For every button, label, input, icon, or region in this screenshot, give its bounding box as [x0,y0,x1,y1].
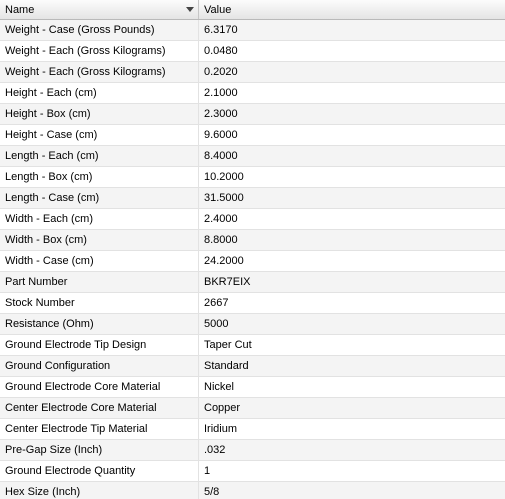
row-name-cell: Stock Number [0,293,199,313]
row-name-cell: Width - Box (cm) [0,230,199,250]
column-header-value[interactable] [199,0,505,19]
table-row[interactable] [0,356,505,377]
row-value-cell: BKR7EIX [204,276,251,288]
row-value-cell: 6.3170 [204,24,238,36]
row-value-cell: 1 [204,465,211,477]
row-value-cell: 0.2020 [204,66,238,78]
row-value-cell: 2.1000 [204,87,238,99]
table-row[interactable] [0,251,505,272]
table-row[interactable] [0,314,505,335]
row-value-cell: 9.6000 [204,129,238,141]
row-name-cell: Ground Electrode Quantity [0,461,199,481]
table-row[interactable] [0,419,505,440]
table-row[interactable] [0,461,505,482]
row-name-cell: Width - Each (cm) [0,209,199,229]
table-row[interactable] [0,398,505,419]
row-value-cell: Taper Cut [204,339,252,351]
row-value-cell: 2.4000 [204,213,238,225]
table-row[interactable] [0,377,505,398]
row-value-cell: 2667 [204,297,229,309]
table-row[interactable] [0,125,505,146]
table-row[interactable] [0,62,505,83]
row-value-cell: Copper [204,402,241,414]
row-value-cell: Standard [204,360,249,372]
table-row[interactable] [0,104,505,125]
row-name-cell: Height - Case (cm) [0,125,199,145]
table-row[interactable] [0,272,505,293]
table-row[interactable] [0,20,505,41]
table-row[interactable] [0,146,505,167]
row-name-cell: Resistance (Ohm) [0,314,199,334]
row-name-cell: Length - Each (cm) [0,146,199,166]
sort-arrow-icon[interactable] [186,7,194,12]
table-row[interactable] [0,41,505,62]
table-row[interactable] [0,230,505,251]
row-name-cell: Weight - Case (Gross Pounds) [0,20,199,40]
row-name-cell: Pre-Gap Size (Inch) [0,440,199,460]
row-name-cell: Ground Electrode Core Material [0,377,199,397]
row-value-cell: 31.5000 [204,192,244,204]
table-row[interactable] [0,83,505,104]
row-value-cell: 24.2000 [204,255,244,267]
row-value-cell: 2.3000 [204,108,238,120]
row-value-cell: 0.0480 [204,45,238,57]
row-value-cell: 5/8 [204,486,220,498]
row-value-cell: 10.2000 [204,171,244,183]
grid-header [0,0,505,20]
table-row[interactable] [0,482,505,499]
row-name-cell: Length - Box (cm) [0,167,199,187]
row-name-cell: Weight - Each (Gross Kilograms) [0,41,199,61]
table-row[interactable] [0,440,505,461]
row-name-cell: Ground Configuration [0,356,199,376]
row-value-cell: 8.8000 [204,234,238,246]
row-value-cell: Iridium [204,423,238,435]
row-value-cell: 5000 [204,318,229,330]
table-row[interactable] [0,335,505,356]
row-name-cell: Center Electrode Tip Material [0,419,199,439]
table-row[interactable] [0,188,505,209]
table-row[interactable] [0,167,505,188]
row-value-cell: 8.4000 [204,150,238,162]
grid-body [0,20,505,499]
row-name-cell: Hex Size (Inch) [0,482,199,499]
column-header-name[interactable] [0,0,199,19]
row-name-cell: Width - Case (cm) [0,251,199,271]
row-name-cell: Ground Electrode Tip Design [0,335,199,355]
row-name-cell: Part Number [0,272,199,292]
column-header-value-label: Value [204,3,232,16]
row-name-cell: Height - Each (cm) [0,83,199,103]
row-name-cell: Length - Case (cm) [0,188,199,208]
row-value-cell: .032 [204,444,226,456]
table-row[interactable] [0,209,505,230]
row-value-cell: Nickel [204,381,234,393]
row-name-cell: Center Electrode Core Material [0,398,199,418]
row-name-cell: Weight - Each (Gross Kilograms) [0,62,199,82]
table-row[interactable] [0,293,505,314]
column-header-name-label: Name [5,3,35,16]
row-name-cell: Height - Box (cm) [0,104,199,124]
